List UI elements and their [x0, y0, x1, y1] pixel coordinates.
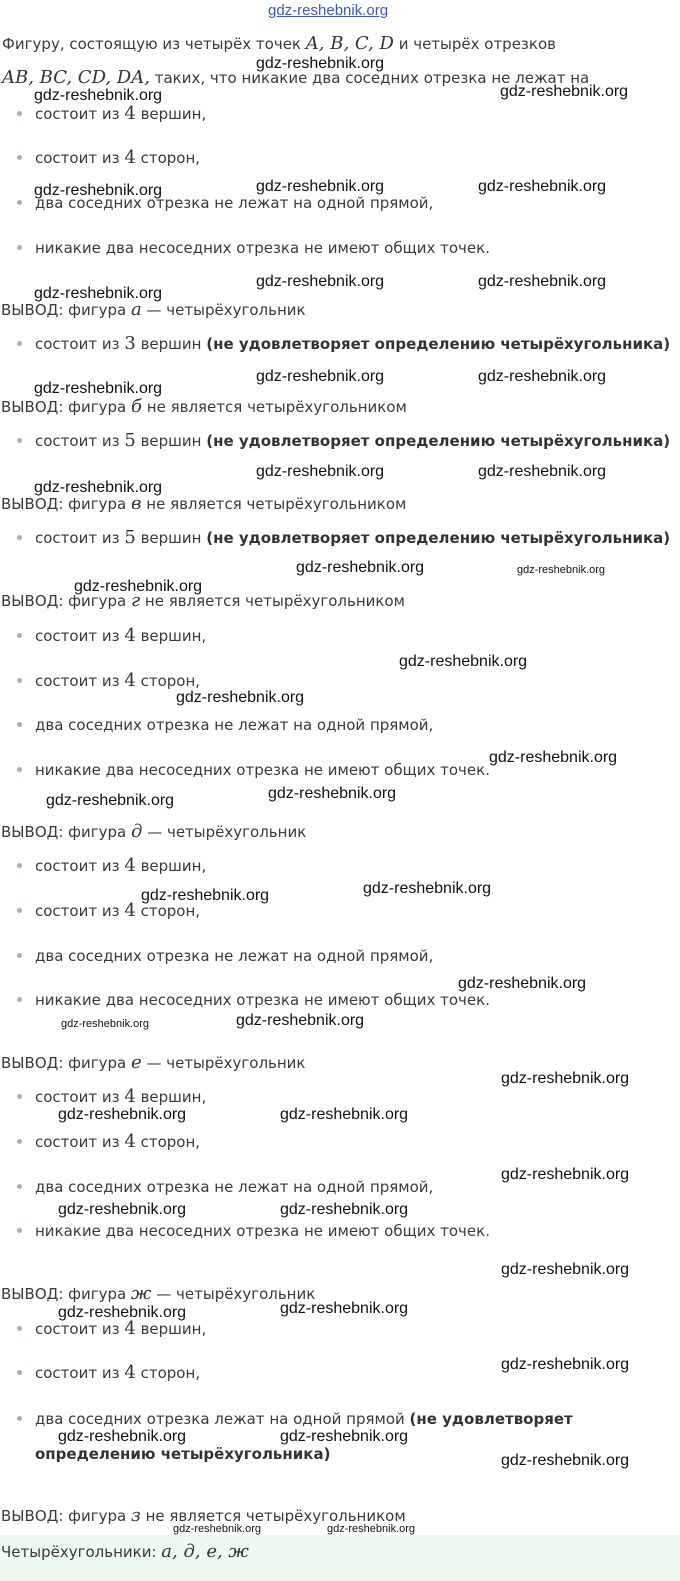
watermark: gdz-reshebnik.org — [501, 1356, 630, 1373]
watermark: gdz-reshebnik.org — [501, 1070, 630, 1087]
list-item: два соседних отрезка лежат на одной прямой (не удовлетворяет — [17, 1409, 573, 1429]
intro-text: и четырёх отрезков — [398, 35, 556, 53]
list-item: состоит из 5 вершин (не удовлетворяет определению четырёхугольника) — [17, 431, 670, 451]
watermark: gdz-reshebnik.org — [34, 479, 163, 496]
list-item: два соседних отрезка не лежат на одной прямой, — [17, 715, 433, 735]
bullet-icon — [17, 1184, 22, 1189]
watermark: gdz-reshebnik.org — [489, 749, 618, 766]
list-item: никакие два несоседних отрезка не имеют общих точек. — [17, 760, 490, 780]
watermark: gdz-reshebnik.org — [478, 273, 607, 290]
site-link[interactable]: gdz-reshebnik.org — [268, 2, 389, 19]
watermark: gdz-reshebnik.org — [280, 1106, 409, 1123]
intro-segments: AB, BC, CD, DA, — [2, 67, 150, 88]
watermark: gdz-reshebnik.org — [478, 463, 607, 480]
watermark: gdz-reshebnik.org — [34, 87, 163, 104]
bullet-icon — [17, 111, 22, 116]
watermark: gdz-reshebnik.org — [58, 1428, 187, 1445]
watermark: gdz-reshebnik.org — [34, 380, 163, 397]
list-item: никакие два несоседних отрезка не имеют общих точек. — [17, 1221, 490, 1241]
bullet-icon — [17, 722, 22, 727]
watermark: gdz-reshebnik.org — [74, 578, 203, 595]
list-item: состоит из 4 сторон, — [17, 148, 200, 168]
list-item: состоит из 3 вершин (не удовлетворяет определению четырёхугольника) — [17, 334, 670, 354]
list-item: состоит из 4 сторон, — [17, 671, 200, 691]
bullet-icon — [17, 535, 22, 540]
bullet-icon — [17, 1094, 22, 1099]
bullet-icon — [17, 1326, 22, 1331]
watermark: gdz-reshebnik.org — [280, 1428, 409, 1445]
watermark: gdz-reshebnik.org — [141, 887, 270, 904]
watermark: gdz-reshebnik.org — [399, 653, 528, 670]
intro-points: A, B, C, D — [305, 33, 394, 54]
watermark: gdz-reshebnik.org — [280, 1300, 409, 1317]
watermark: gdz-reshebnik.org — [268, 785, 397, 802]
bullet-icon — [17, 908, 22, 913]
watermark: gdz-reshebnik.org — [327, 1523, 416, 1535]
watermark: gdz-reshebnik.org — [46, 792, 175, 809]
watermark: gdz-reshebnik.org — [34, 182, 163, 199]
watermark: gdz-reshebnik.org — [256, 55, 385, 72]
bullet-icon — [17, 767, 22, 772]
list-item: состоит из 4 сторон, — [17, 1132, 200, 1152]
watermark: gdz-reshebnik.org — [256, 178, 385, 195]
watermark: gdz-reshebnik.org — [501, 1452, 630, 1469]
bullet-icon — [17, 341, 22, 346]
watermark: gdz-reshebnik.org — [256, 368, 385, 385]
list-item: состоит из 4 вершин, — [17, 1319, 206, 1339]
list-item: два соседних отрезка не лежат на одной прямой, — [17, 1177, 433, 1197]
bullet-icon — [17, 1416, 22, 1421]
watermark: gdz-reshebnik.org — [58, 1106, 187, 1123]
list-item: никакие два несоседних отрезка не имеют общих точек. — [17, 990, 490, 1010]
watermark: gdz-reshebnik.org — [173, 1523, 262, 1535]
watermark: gdz-reshebnik.org — [61, 1018, 150, 1030]
watermark: gdz-reshebnik.org — [58, 1201, 187, 1218]
watermark: gdz-reshebnik.org — [280, 1201, 409, 1218]
list-item: два соседних отрезка не лежат на одной прямой, — [17, 946, 433, 966]
list-item: состоит из 4 сторон, — [17, 901, 200, 921]
watermark: gdz-reshebnik.org — [500, 83, 629, 100]
list-item: состоит из 5 вершин (не удовлетворяет определению четырёхугольника) — [17, 528, 670, 548]
bullet-icon — [17, 1370, 22, 1375]
watermark: gdz-reshebnik.org — [363, 880, 492, 897]
watermark: gdz-reshebnik.org — [176, 689, 305, 706]
answer-value: а, д, е, ж — [161, 1541, 249, 1562]
bullet-icon — [17, 155, 22, 160]
bullet-icon — [17, 1139, 22, 1144]
list-item: два соседних отрезка не лежат на одной прямой, — [17, 193, 433, 213]
watermark: gdz-reshebnik.org — [34, 285, 163, 302]
watermark: gdz-reshebnik.org — [458, 975, 587, 992]
watermark: gdz-reshebnik.org — [256, 273, 385, 290]
bullet-icon — [17, 997, 22, 1002]
watermark: gdz-reshebnik.org — [296, 559, 425, 576]
list-item: состоит из 4 вершин, — [17, 856, 206, 876]
list-item: состоит из 4 вершин, — [17, 626, 206, 646]
bullet-icon — [17, 1228, 22, 1233]
list-item: никакие два несоседних отрезка не имеют общих точек. — [17, 238, 490, 258]
bullet-icon — [17, 863, 22, 868]
conclusion-e: ВЫВОД: фигура е — четырёхугольник — [1, 1052, 306, 1073]
intro-text: таких, что никакие два соседних отрезка не лежат на — [154, 69, 590, 87]
watermark: gdz-reshebnik.org — [236, 1012, 365, 1029]
watermark: gdz-reshebnik.org — [517, 564, 606, 576]
final-answer — [0, 1535, 680, 1581]
list-item: состоит из 4 вершин, — [17, 104, 206, 124]
bullet-icon — [17, 245, 22, 250]
answer-label: Четырёхугольники: — [1, 1543, 157, 1561]
conclusion-d: ВЫВОД: фигура д — четырёхугольник — [1, 821, 307, 842]
watermark: gdz-reshebnik.org — [478, 178, 607, 195]
list-item: состоит из 4 сторон, — [17, 1363, 200, 1383]
conclusion-g: ВЫВОД: фигура г не является четырёхугольником — [1, 590, 405, 611]
intro-text: Фигуру, состоящую из четырёх точек — [2, 35, 301, 53]
watermark: gdz-reshebnik.org — [501, 1166, 630, 1183]
conclusion-b: ВЫВОД: фигура б не является четырёхугольником — [1, 396, 407, 417]
conclusion-a: ВЫВОД: фигура а — четырёхугольник — [1, 299, 306, 320]
watermark: gdz-reshebnik.org — [501, 1261, 630, 1278]
list-item: состоит из 4 вершин, — [17, 1087, 206, 1107]
watermark: gdz-reshebnik.org — [478, 368, 607, 385]
bullet-icon — [17, 633, 22, 638]
watermark: gdz-reshebnik.org — [256, 463, 385, 480]
conclusion-zh: ВЫВОД: фигура ж — четырёхугольник — [1, 1283, 316, 1304]
bullet-icon — [17, 678, 22, 683]
watermark: gdz-reshebnik.org — [58, 1304, 187, 1321]
conclusion-z: ВЫВОД: фигура з не является четырёхугольником — [1, 1505, 406, 1526]
conclusion-v: ВЫВОД: фигура в не является четырёхугольником — [1, 493, 407, 514]
list-item-continuation: определению четырёхугольника) — [35, 1445, 331, 1463]
bullet-icon — [17, 200, 22, 205]
bullet-icon — [17, 438, 22, 443]
bullet-icon — [17, 953, 22, 958]
